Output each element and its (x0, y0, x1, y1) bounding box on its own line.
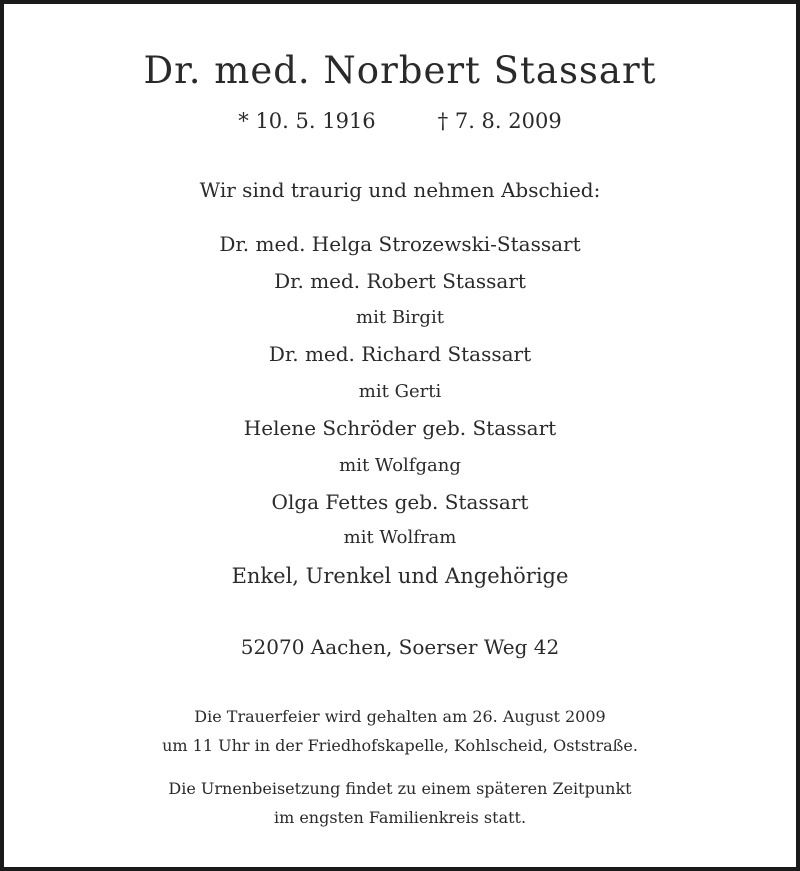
mourner-line: Dr. med. Helga Strozewski-Stassart (219, 232, 581, 256)
mourner-line: Dr. med. Richard Stassart (268, 342, 532, 366)
burial-text: im engsten Familienkreis statt. (273, 808, 527, 827)
life-dates (4, 111, 796, 132)
mourner-line: Helene Schröder geb. Stassart (243, 416, 557, 440)
mourner-line: Olga Fettes geb. Stassart (271, 490, 529, 514)
mourner-line: Enkel, Urenkel und Angehörige (231, 564, 569, 588)
family-address: 52070 Aachen, Soerser Weg 42 (240, 635, 560, 659)
mourner-line: Dr. med. Robert Stassart (274, 269, 526, 293)
mourner-line: mit Wolfram (343, 527, 457, 548)
mourner-line: mit Gerti (358, 381, 442, 402)
farewell-intro: Wir sind traurig und nehmen Abschied: (199, 178, 601, 202)
ceremony-text: um 11 Uhr in der Friedhofskapelle, Kohlscheid, Oststraße. (162, 736, 638, 755)
burial-text: Die Urnenbeisetzung findet zu einem späteren Zeitpunkt (168, 779, 632, 798)
deceased-name: Dr. med. Norbert Stassart (143, 49, 657, 92)
ceremony-text: Die Trauerfeier wird gehalten am 26. August 2009 (194, 707, 606, 726)
mourner-line: mit Wolfgang (339, 455, 461, 476)
mourner-line: mit Birgit (356, 307, 444, 328)
birth-date: * 10. 5. 1916 (238, 109, 376, 133)
death-date: † 7. 8. 2009 (437, 109, 562, 133)
